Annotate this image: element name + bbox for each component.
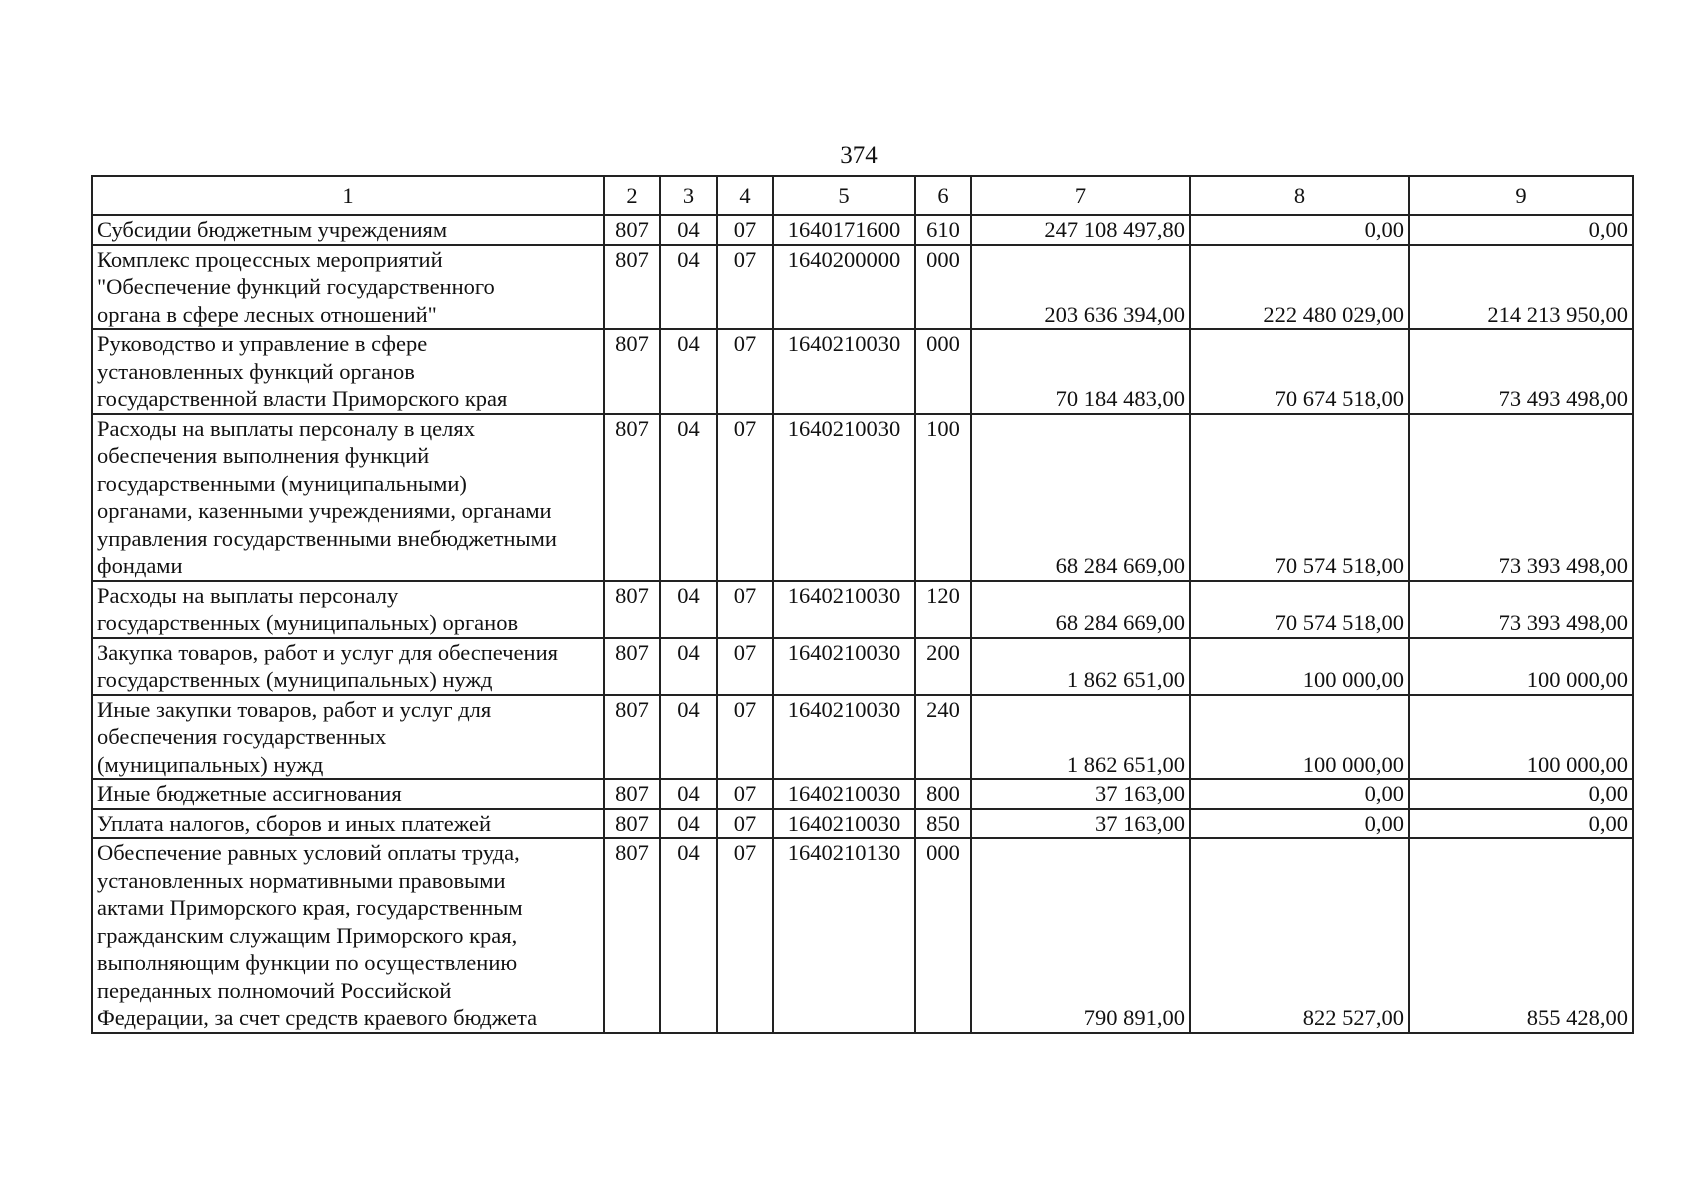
amount-col8: 822 527,00	[1190, 838, 1409, 1033]
expense-name: Иные бюджетные ассигнования	[92, 779, 604, 809]
expense-name: Субсидии бюджетным учреждениям	[92, 215, 604, 245]
amount-col7: 37 163,00	[971, 779, 1190, 809]
column-header: 4	[717, 176, 773, 215]
amount-col9: 855 428,00	[1409, 838, 1633, 1033]
target-article-code: 1640210030	[773, 638, 915, 695]
ministry-code: 807	[604, 215, 660, 245]
ministry-code: 807	[604, 779, 660, 809]
subsection-code: 07	[717, 638, 773, 695]
column-header: 6	[915, 176, 971, 215]
table-row	[92, 329, 1633, 414]
section-code: 04	[660, 638, 717, 695]
amount-col9: 100 000,00	[1409, 638, 1633, 695]
section-code: 04	[660, 414, 717, 581]
amount-col8: 100 000,00	[1190, 638, 1409, 695]
subsection-code: 07	[717, 779, 773, 809]
section-code: 04	[660, 581, 717, 638]
page-number: 374	[840, 142, 878, 169]
ministry-code: 807	[604, 695, 660, 780]
header-row	[92, 176, 1633, 215]
ministry-code: 807	[604, 809, 660, 839]
budget-table	[91, 175, 1634, 1034]
expense-type-code: 000	[915, 245, 971, 330]
target-article-code: 1640210130	[773, 838, 915, 1033]
subsection-code: 07	[717, 695, 773, 780]
section-code: 04	[660, 245, 717, 330]
table-row	[92, 838, 1633, 1033]
amount-col9: 100 000,00	[1409, 695, 1633, 780]
expense-type-code: 200	[915, 638, 971, 695]
expense-type-code: 000	[915, 838, 971, 1033]
ministry-code: 807	[604, 638, 660, 695]
amount-col8: 70 674 518,00	[1190, 329, 1409, 414]
subsection-code: 07	[717, 581, 773, 638]
expense-name: Расходы на выплаты персоналу в целях обеспечения выполнения функций государственными (муниципальными) органами, казенными учреждениями, органами управления государственными внебюджетными фондами	[92, 414, 604, 581]
amount-col8: 0,00	[1190, 809, 1409, 839]
subsection-code: 07	[717, 329, 773, 414]
amount-col7: 1 862 651,00	[971, 695, 1190, 780]
expense-type-code: 240	[915, 695, 971, 780]
column-header: 1	[92, 176, 604, 215]
section-code: 04	[660, 695, 717, 780]
table-row	[92, 581, 1633, 638]
subsection-code: 07	[717, 809, 773, 839]
expense-name: Закупка товаров, работ и услуг для обеспечения государственных (муниципальных) нужд	[92, 638, 604, 695]
table-row	[92, 695, 1633, 780]
amount-col8: 222 480 029,00	[1190, 245, 1409, 330]
target-article-code: 1640210030	[773, 581, 915, 638]
amount-col8: 0,00	[1190, 215, 1409, 245]
target-article-code: 1640171600	[773, 215, 915, 245]
amount-col8: 100 000,00	[1190, 695, 1409, 780]
subsection-code: 07	[717, 245, 773, 330]
amount-col8: 70 574 518,00	[1190, 414, 1409, 581]
target-article-code: 1640210030	[773, 329, 915, 414]
section-code: 04	[660, 838, 717, 1033]
amount-col8: 0,00	[1190, 779, 1409, 809]
ministry-code: 807	[604, 838, 660, 1033]
section-code: 04	[660, 779, 717, 809]
column-header: 5	[773, 176, 915, 215]
column-header: 7	[971, 176, 1190, 215]
expense-name: Уплата налогов, сборов и иных платежей	[92, 809, 604, 839]
ministry-code: 807	[604, 245, 660, 330]
expense-name: Расходы на выплаты персоналу государственных (муниципальных) органов	[92, 581, 604, 638]
section-code: 04	[660, 809, 717, 839]
expense-type-code: 100	[915, 414, 971, 581]
expense-type-code: 850	[915, 809, 971, 839]
amount-col7: 68 284 669,00	[971, 581, 1190, 638]
expense-type-code: 610	[915, 215, 971, 245]
column-header: 2	[604, 176, 660, 215]
amount-col7: 37 163,00	[971, 809, 1190, 839]
amount-col9: 73 393 498,00	[1409, 581, 1633, 638]
target-article-code: 1640210030	[773, 695, 915, 780]
amount-col7: 1 862 651,00	[971, 638, 1190, 695]
amount-col7: 203 636 394,00	[971, 245, 1190, 330]
ministry-code: 807	[604, 581, 660, 638]
section-code: 04	[660, 215, 717, 245]
expense-name: Руководство и управление в сфере установленных функций органов государственной власти Приморского края	[92, 329, 604, 414]
amount-col7: 70 184 483,00	[971, 329, 1190, 414]
expense-type-code: 800	[915, 779, 971, 809]
expense-type-code: 000	[915, 329, 971, 414]
table-row	[92, 638, 1633, 695]
section-code: 04	[660, 329, 717, 414]
column-header: 3	[660, 176, 717, 215]
expense-name: Иные закупки товаров, работ и услуг для обеспечения государственных (муниципальных) нужд	[92, 695, 604, 780]
ministry-code: 807	[604, 414, 660, 581]
amount-col7: 247 108 497,80	[971, 215, 1190, 245]
table-row	[92, 215, 1633, 245]
subsection-code: 07	[717, 838, 773, 1033]
column-header: 8	[1190, 176, 1409, 215]
target-article-code: 1640210030	[773, 779, 915, 809]
ministry-code: 807	[604, 329, 660, 414]
amount-col9: 214 213 950,00	[1409, 245, 1633, 330]
table-row	[92, 779, 1633, 809]
target-article-code: 1640210030	[773, 414, 915, 581]
amount-col9: 73 493 498,00	[1409, 329, 1633, 414]
target-article-code: 1640210030	[773, 809, 915, 839]
amount-col7: 790 891,00	[971, 838, 1190, 1033]
expense-name: Обеспечение равных условий оплаты труда, установленных нормативными правовыми актами Приморского края, государственным гражданским служащим Приморского края, выполняющим функции по осуществлению переданных полномочий Российской Федерации, за счет средств краевого бюджета	[92, 838, 604, 1033]
expense-name: Комплекс процессных мероприятий "Обеспечение функций государственного органа в сфере лесных отношений"	[92, 245, 604, 330]
column-header: 9	[1409, 176, 1633, 215]
subsection-code: 07	[717, 215, 773, 245]
subsection-code: 07	[717, 414, 773, 581]
amount-col8: 70 574 518,00	[1190, 581, 1409, 638]
expense-type-code: 120	[915, 581, 971, 638]
table-row	[92, 245, 1633, 330]
table-row	[92, 414, 1633, 581]
amount-col9: 0,00	[1409, 215, 1633, 245]
amount-col9: 0,00	[1409, 779, 1633, 809]
amount-col9: 73 393 498,00	[1409, 414, 1633, 581]
amount-col7: 68 284 669,00	[971, 414, 1190, 581]
amount-col9: 0,00	[1409, 809, 1633, 839]
target-article-code: 1640200000	[773, 245, 915, 330]
table-row	[92, 809, 1633, 839]
